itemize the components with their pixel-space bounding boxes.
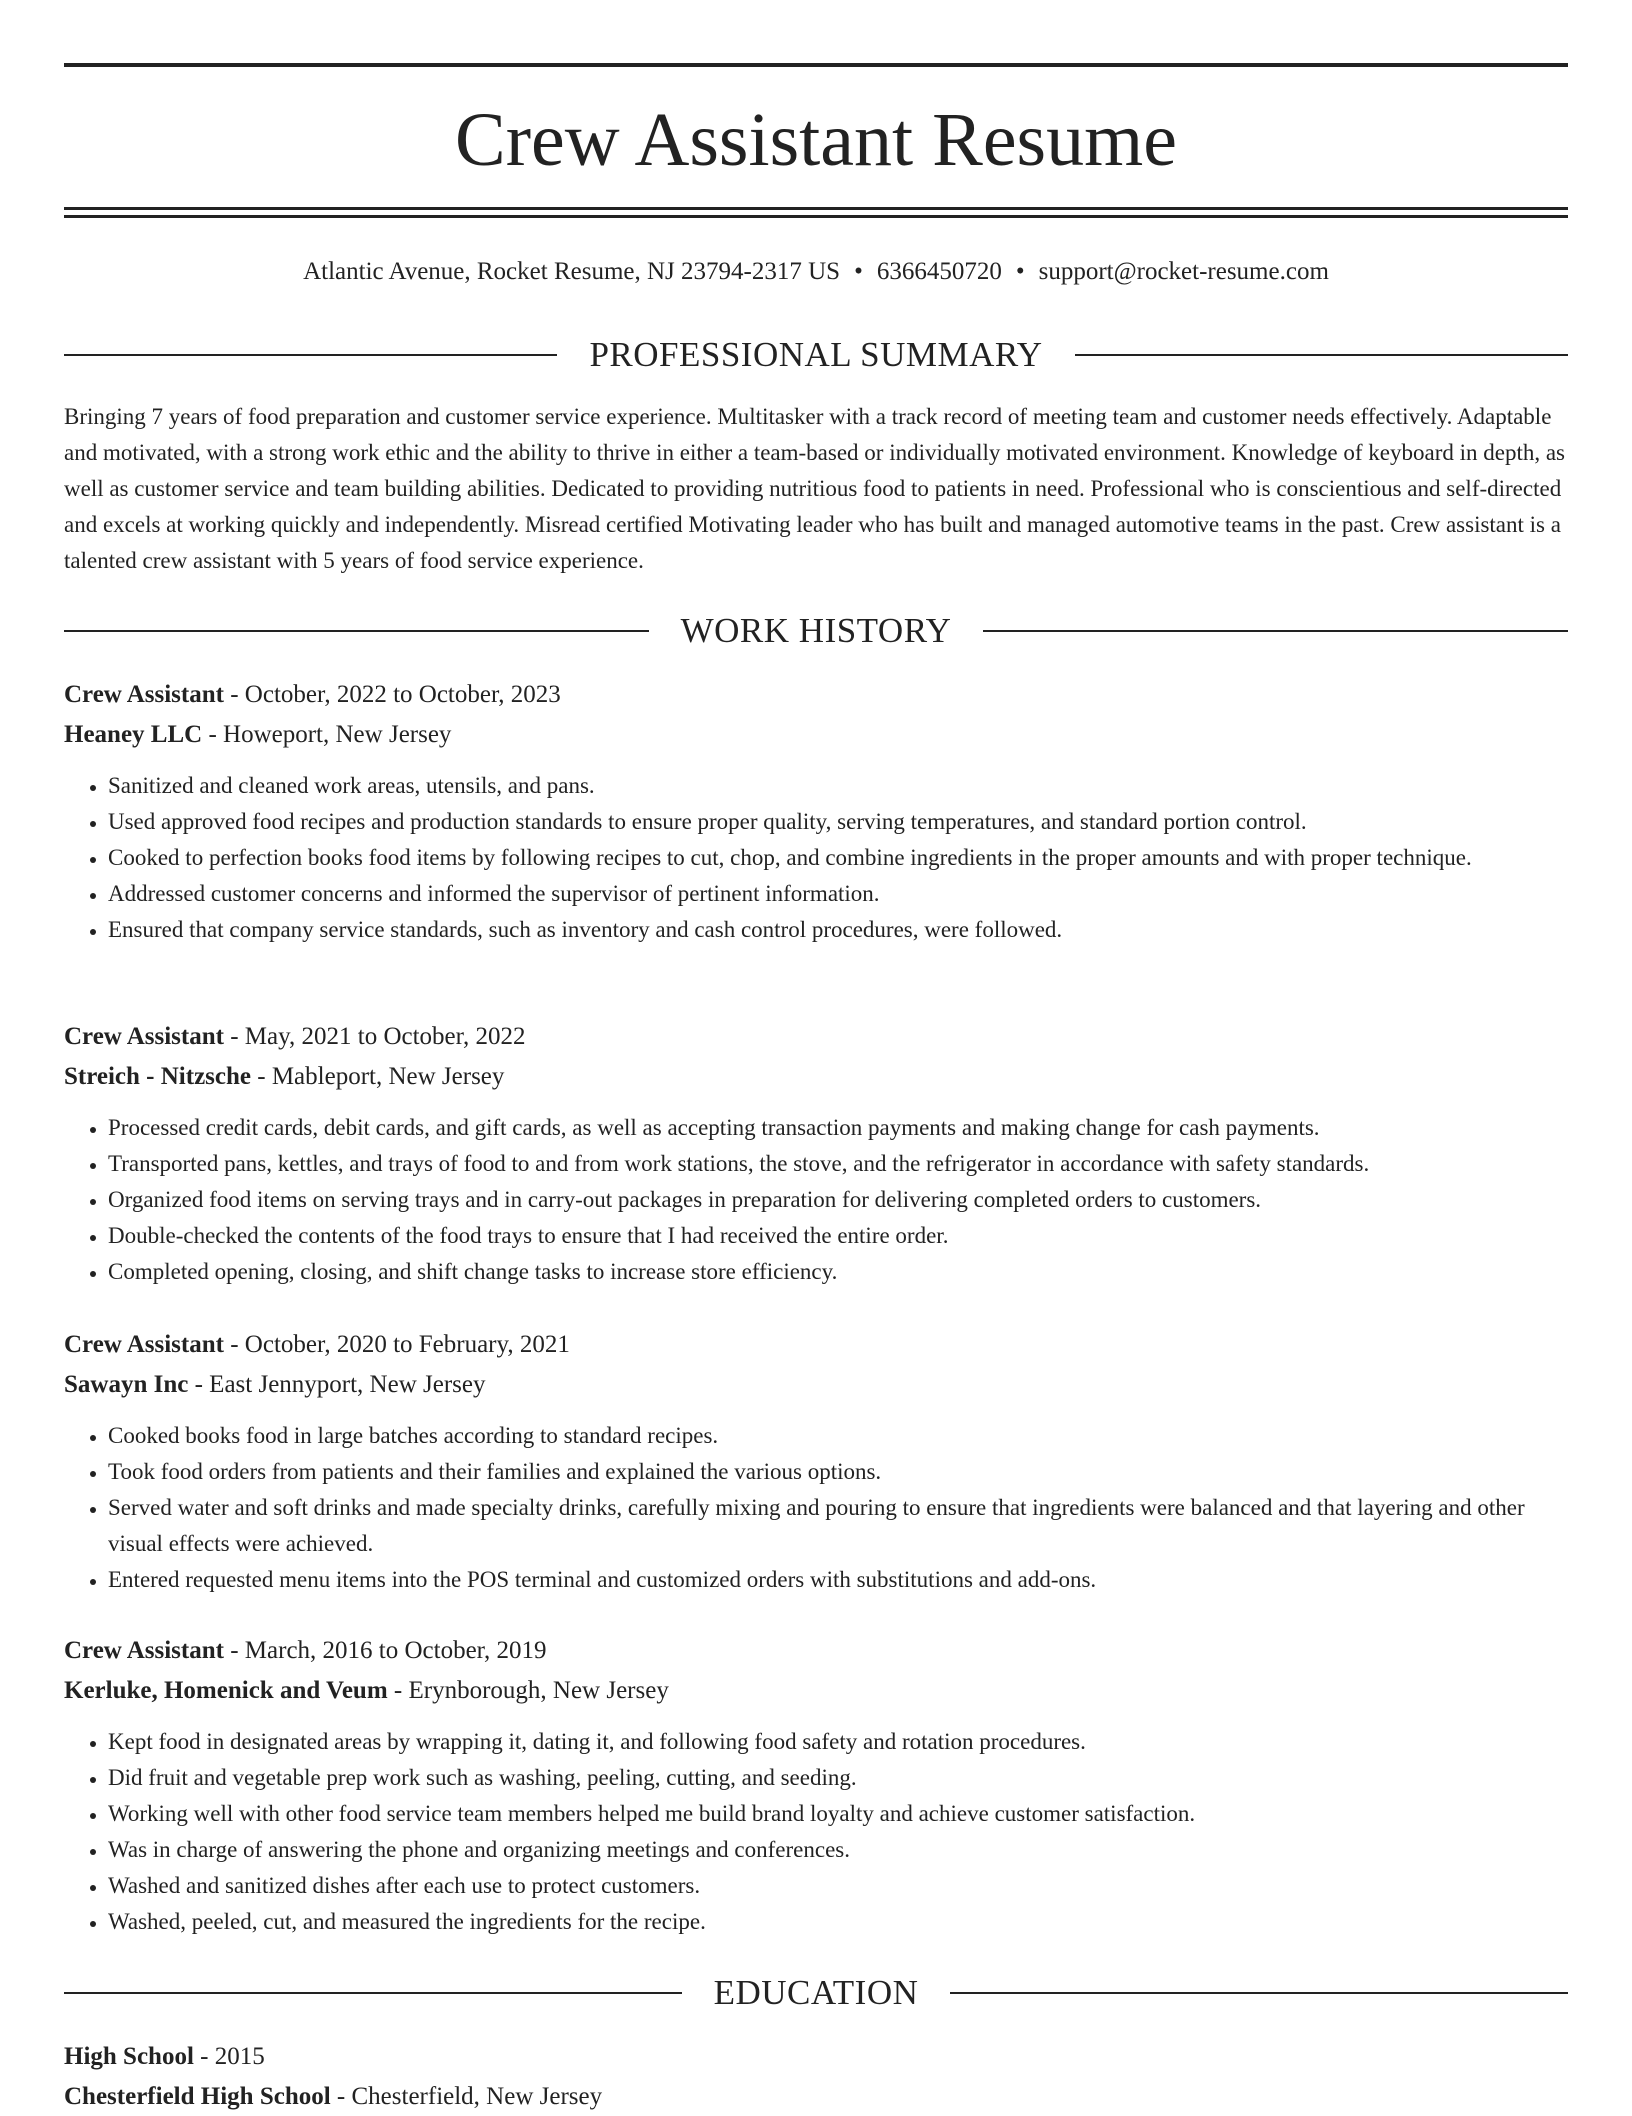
job-bullet: • Took food orders from patients and their families and explained the various options. — [108, 1454, 1568, 1490]
job-title: Crew Assistant — [64, 1023, 224, 1050]
job-company-line — [64, 1366, 1568, 1404]
contact-line — [64, 254, 1568, 290]
heading-rule-right — [983, 630, 1568, 632]
education-heading — [64, 1971, 1568, 2015]
job-entry — [64, 676, 1568, 948]
title-rule-upper — [64, 207, 1568, 210]
contact-email: support@rocket-resume.com — [1038, 258, 1329, 285]
job-bullet: • Was in charge of answering the phone and organizing meetings and conferences. — [108, 1832, 1568, 1868]
page-title: Crew Assistant Resume — [455, 98, 1177, 182]
education-heading-label: EDUCATION — [713, 1973, 919, 2012]
education-location: Chesterfield, New Jersey — [351, 2083, 603, 2110]
top-rule — [64, 63, 1568, 67]
title-rule-lower — [64, 215, 1568, 218]
job-company: Sawayn Inc — [64, 1371, 189, 1398]
job-title: Crew Assistant — [64, 681, 224, 708]
education-school: Chesterfield High School — [64, 2083, 331, 2110]
contact-separator: • — [854, 258, 863, 285]
job-dash: - — [188, 1371, 210, 1398]
education-entry — [64, 2038, 1568, 2116]
job-bullet: • Completed opening, closing, and shift change tasks to increase store efficiency. — [108, 1254, 1568, 1290]
summary-text: Bringing 7 years of food preparation and customer service experience. Multitasker with a track record of meeting team and customer needs effectively. Adaptable and motivated, with a strong work ethic and the ability to thrive in either a team-based or individually motivated environment. Knowledge of keyboard in depth, as well as customer service and team building abilities. Dedicated to providing nutritious food to patients in need. Professional who is conscientious and self-directed and excels at working quickly and independently. Misread certified Motivating leader who has built and managed automotive teams in the past. Crew assistant is a talented crew assistant with 5 years of food service experience. — [64, 404, 1565, 573]
job-dash: - — [223, 1331, 245, 1358]
job-company: Heaney LLC — [64, 721, 203, 748]
job-dates: October, 2022 to October, 2023 — [244, 681, 561, 708]
job-bullet: • Cooked to perfection books food items by following recipes to cut, chop, and combine ingredients in the proper amounts and with proper technique. — [108, 840, 1568, 876]
heading-rule-left — [64, 630, 649, 632]
job-bullet: • Ensured that company service standards, such as inventory and cash control procedures, were followed. — [108, 912, 1568, 948]
job-title-line — [64, 676, 1568, 714]
heading-rule-right — [950, 1992, 1568, 1994]
job-dash: - — [251, 1063, 272, 1090]
job-entry — [64, 1018, 1568, 1290]
job-company-line — [64, 1672, 1568, 1710]
job-title: Crew Assistant — [64, 1637, 224, 1664]
contact-separator: • — [1015, 258, 1025, 285]
education-dash: - — [330, 2083, 352, 2110]
job-company: Streich - Nitzsche — [64, 1063, 251, 1090]
job-title-line — [64, 1018, 1568, 1056]
job-bullet: • Served water and soft drinks and made specialty drinks, carefully mixing and pouring to ensure that ingredients were balanced and that layering and other visual effects were achieved. — [108, 1490, 1568, 1562]
education-degree: High School — [64, 2043, 194, 2070]
heading-rule-left — [64, 354, 557, 356]
heading-rule-right — [1075, 354, 1568, 356]
job-company-line — [64, 716, 1568, 754]
job-company-line — [64, 1058, 1568, 1096]
education-dash: - — [193, 2043, 215, 2070]
job-dates: October, 2020 to February, 2021 — [244, 1331, 570, 1358]
job-title: Crew Assistant — [64, 1331, 224, 1358]
job-dash: - — [387, 1677, 409, 1704]
summary-heading-label: PROFESSIONAL SUMMARY — [589, 335, 1043, 374]
job-location: Howeport, New Jersey — [223, 721, 452, 748]
job-location: East Jennyport, New Jersey — [209, 1371, 486, 1398]
job-dates: March, 2016 to October, 2019 — [244, 1637, 547, 1664]
work-history-heading-label: WORK HISTORY — [680, 611, 952, 650]
education-year: 2015 — [214, 2043, 265, 2070]
contact-address: Atlantic Avenue, Rocket Resume, NJ 23794-2317 US — [303, 258, 841, 285]
heading-rule-left — [64, 1992, 682, 1994]
education-school-line — [64, 2078, 1568, 2116]
job-title-line — [64, 1632, 1568, 1670]
job-bullet: • Entered requested menu items into the POS terminal and customized orders with substitutions and add-ons. — [108, 1562, 1568, 1598]
job-location: Erynborough, New Jersey — [408, 1677, 669, 1704]
job-company: Kerluke, Homenick and Veum — [64, 1677, 388, 1704]
job-bullet: • Processed credit cards, debit cards, and gift cards, as well as accepting transaction payments and making change for cash payments. — [108, 1110, 1568, 1146]
job-location: Mableport, New Jersey — [271, 1063, 505, 1090]
education-degree-line — [64, 2038, 1568, 2076]
job-dash: - — [223, 1023, 245, 1050]
work-history-heading — [64, 609, 1568, 653]
job-bullet: • Addressed customer concerns and informed the supervisor of pertinent information. — [108, 876, 1568, 912]
job-bullet: • Washed, peeled, cut, and measured the ingredients for the recipe. — [108, 1904, 1568, 1940]
job-bullets — [64, 1418, 1568, 1598]
job-entry — [64, 1326, 1568, 1598]
job-bullet: • Cooked books food in large batches according to standard recipes. — [108, 1418, 1568, 1454]
job-bullet: • Working well with other food service team members helped me build brand loyalty and achieve customer satisfaction. — [108, 1796, 1568, 1832]
job-bullet: • Washed and sanitized dishes after each use to protect customers. — [108, 1868, 1568, 1904]
summary-heading — [64, 333, 1568, 377]
job-entry — [64, 1632, 1568, 1940]
job-dash: - — [223, 681, 245, 708]
job-bullets — [64, 1110, 1568, 1290]
job-bullets — [64, 1724, 1568, 1940]
job-dash: - — [223, 1637, 245, 1664]
contact-phone: 6366450720 — [876, 258, 1002, 285]
job-bullet: • Double-checked the contents of the food trays to ensure that I had received the entire order. — [108, 1218, 1568, 1254]
job-dates: May, 2021 to October, 2022 — [244, 1023, 526, 1050]
job-dash: - — [202, 721, 224, 748]
job-bullet: • Organized food items on serving trays and in carry-out packages in preparation for delivering completed orders to customers. — [108, 1182, 1568, 1218]
job-bullet: • Used approved food recipes and production standards to ensure proper quality, serving temperatures, and standard portion control. — [108, 804, 1568, 840]
job-bullet: • Kept food in designated areas by wrapping it, dating it, and following food safety and rotation procedures. — [108, 1724, 1568, 1760]
job-bullets — [64, 768, 1568, 948]
job-bullet: • Did fruit and vegetable prep work such as washing, peeling, cutting, and seeding. — [108, 1760, 1568, 1796]
job-bullet: • Transported pans, kettles, and trays of food to and from work stations, the stove, and the refrigerator in accordance with safety standards. — [108, 1146, 1568, 1182]
job-title-line — [64, 1326, 1568, 1364]
job-bullet: • Sanitized and cleaned work areas, utensils, and pans. — [108, 768, 1568, 804]
